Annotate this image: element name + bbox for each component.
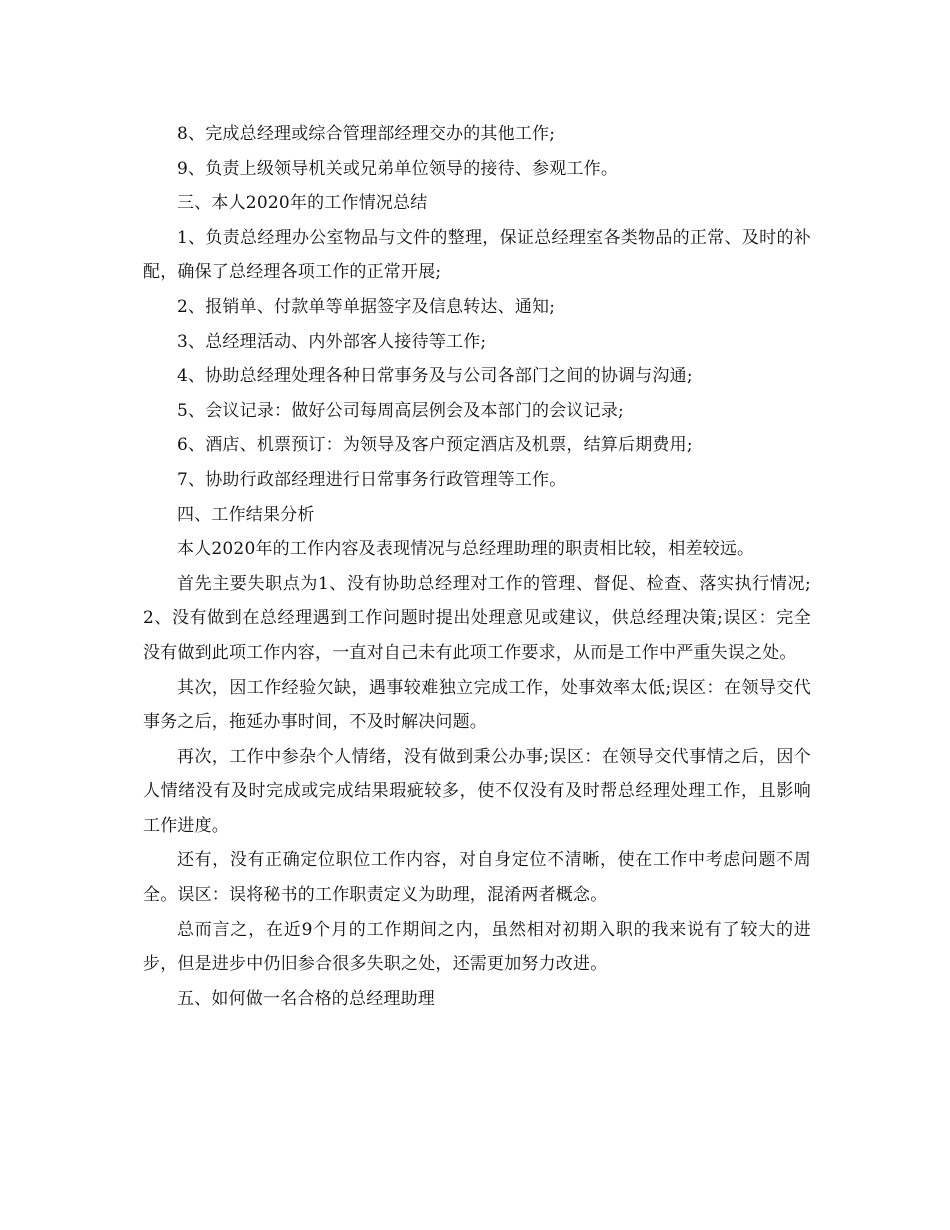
analysis-paragraph: 再次，工作中参杂个人情绪，没有做到秉公办事;误区：在领导交代事情之后，因个人情绪没有及时完成或完成结果瑕疵较多，使不仅没有及时帮总经理处理工作，且影响工作进度。 [143,746,811,836]
analysis-paragraph: 还有，没有正确定位职位工作内容，对自身定位不清晰，使在工作中考虑问题不周全。误区：误将秘书的工作职责定义为助理，混淆两者概念。 [143,850,811,906]
list-item-9: 9、负责上级领导机关或兄弟单位领导的接待、参观工作。 [177,158,619,179]
analysis-paragraph: 本人2020年的工作内容及表现情况与总经理助理的职责相比较，相差较远。 [177,539,755,560]
section-heading-5: 五、如何做一名合格的总经理助理 [177,988,435,1009]
list-item-8: 8、完成总经理或综合管理部经理交办的其他工作; [177,124,556,144]
section-heading-4: 四、工作结果分析 [177,504,315,525]
section-heading-3: 三、本人2020年的工作情况总结 [177,193,428,214]
analysis-paragraph: 首先主要失职点为1、没有协助总经理对工作的管理、督促、检查、落实执行情况;2、没有做到在总经理遇到工作问题时提出处理意见或建议，供总经理决策;误区：完全没有做到此项工作内容，一直对自己未有此项工作要求，从而是工作中严重失误之处。 [143,573,811,663]
summary-item-6: 6、酒店、机票预订：为领导及客户预定酒店及机票，结算后期费用; [177,435,693,456]
summary-item-4: 4、协助总经理处理各种日常事务及与公司各部门之间的协调与沟通; [177,366,693,387]
summary-item-3: 3、总经理活动、内外部客人接待等工作; [177,331,487,352]
analysis-paragraph: 其次，因工作经验欠缺，遇事较难独立完成工作，处事效率太低;误区：在领导交代事务之后，拖延办事时间，不及时解决问题。 [143,677,811,733]
analysis-paragraph: 总而言之，在近9个月的工作期间之内，虽然相对初期入职的我来说有了较大的进步，但是进步中仍旧参合很多失职之处，还需更加努力改进。 [143,919,811,975]
summary-item-1: 1、负责总经理办公室物品与文件的整理，保证总经理室各类物品的正常、及时的补配，确保了总经理各项工作的正常开展; [143,227,811,283]
summary-item-5: 5、会议记录：做好公司每周高层例会及本部门的会议记录; [177,400,624,421]
document-body [143,117,811,1016]
summary-item-2: 2、报销单、付款单等单据签字及信息转达、通知; [177,296,556,317]
summary-item-7: 7、协助行政部经理进行日常事务行政管理等工作。 [177,469,567,490]
